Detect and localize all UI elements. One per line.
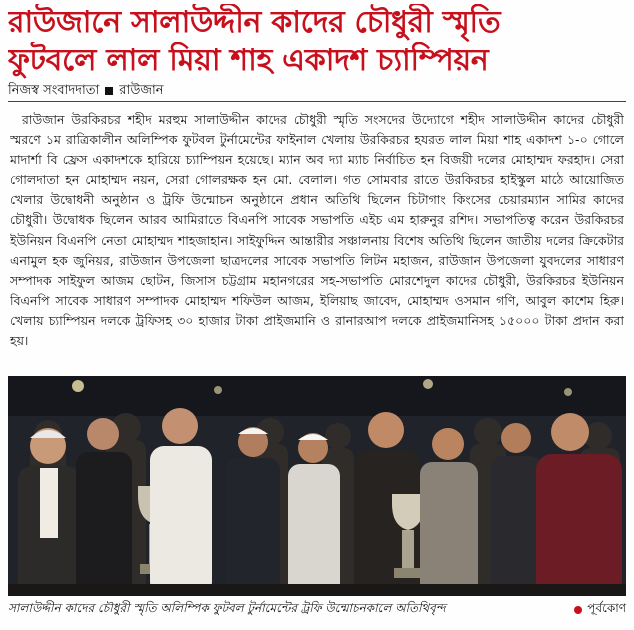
event-photo-illustration xyxy=(8,376,626,596)
byline-divider xyxy=(8,101,626,102)
byline-separator-icon xyxy=(105,87,113,95)
headline xyxy=(8,4,628,80)
headline-line-2: ফুটবলে লাল মিয়া শাহ একাদশ চ্যাম্পিয়ন xyxy=(8,43,489,78)
article-paragraph: রাউজান উরকিরচর শহীদ মরহুম সালাউদ্দীন কাদের চৌধুরী স্মৃতি সংসদের উদ্যোগে শহীদ সালাউদ্দীন কাদের চৌধুরী স্মরণে ১ম রাত্রিকালীন অলিম্পিক ফুটবল টুর্নামেন্টের ফাইনাল খেলায় উরকিরচর হযরত লাল মিয়া শাহ একাদশ ১-০ গোলে মাদার্শা বি ফ্রেস একাদশকে হারিয়ে চ্যাম্পিয়ন হয়েছে। ম্যান অব দ্যা ম্যাচ নির্বাচিত হন বিজয়ী দলের মোহাম্মদ ফরহাদ। সেরা গোলদাতা হন মোহাম্মদ নয়ন, সেরা গোলরক্ষক হন মো. বেলাল। গত সোমবার রাতে উরকিরচর হাইস্কুল মাঠে আয়োজিত খেলার উদ্বোধনী অনুষ্ঠান ও ট্রফি উন্মোচন অনুষ্ঠানে প্রধান অতিথি ছিলেন চিটাগাং কিংসের চেয়ারম্যান সামির কাদের চৌধুরী। উদ্বোধক ছিলেন আরব আমিরাতে বিএনপি সাবেক সভাপতি এইচ এম হারুনুর রশিদ। সভাপতিত্ব করেন উরকিরচর ইউনিয়ন বিএনপি নেতা মোহাম্মদ শাহজাহান। সাইফুদ্দিন আন্তারীর সঞ্চালনায় বিশেষ অতিথি ছিলেন জাতীয় দলের ক্রিকেটার এনামুল হক জুনিয়র, রাউজান উপজেলা ছাত্রদলের সাবেক সভাপতি লিটন মহাজন, রাউজান উপজেলা যুবদলের সাধারণ সম্পাদক সাইফুল আজম ছোটন, জিসাস চট্টগ্রাম মহানগরের সহ-সভাপতি মোরশেদুল কাদের চৌধুরী, উরকিরচর ইউনিয়ন বিএনপি সাবেক সাধারণ সম্পাদক মোহাম্মদ শফিউল আজম, ইলিয়াছ জাবেদ, মোহাম্মদ ওসমান গণি, আবুল কাশেম হিরু। খেলায় চ্যাম্পিয়ন দলকে ট্রফিসহ ৩০ হাজার টাকা প্রাইজমানি ও রানারআপ দলকে প্রাইজমানিসহ ১৫০০০ টাকা প্রদান করা হয়। xyxy=(10,112,624,349)
photo-caption-bar xyxy=(8,598,626,622)
event-photo xyxy=(8,376,626,596)
byline-location: রাউজান xyxy=(119,83,164,98)
photo-credit-label: পূর্বকোণ xyxy=(587,601,626,615)
headline-line-1: রাউজানে সালাউদ্দীন কাদের চৌধুরী স্মৃতি xyxy=(8,5,501,40)
credit-bullet-icon xyxy=(574,606,582,614)
photo-credit xyxy=(574,600,626,620)
article-body xyxy=(10,110,624,372)
photo-caption: সালাউদ্দীন কাদের চৌধুরী স্মৃতি অলিম্পিক ফুটবল টুর্নামেন্টের ট্রফি উন্মোচনকালে অতিথিবৃন্দ xyxy=(8,601,446,615)
byline xyxy=(8,83,164,99)
byline-author: নিজস্ব সংবাদদাতা xyxy=(8,83,100,98)
